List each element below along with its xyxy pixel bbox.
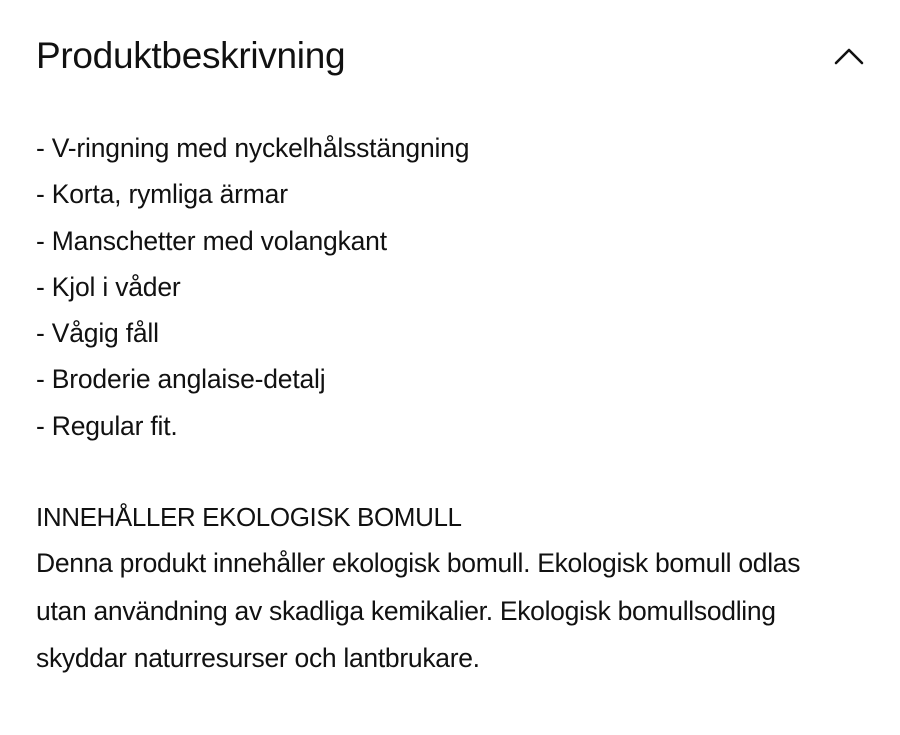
product-description-header[interactable] — [0, 0, 900, 115]
eco-description-line: Denna produkt innehåller ekologisk bomull. Ekologisk bomull odlas — [36, 548, 801, 578]
feature-item: - Korta, rymliga ärmar — [36, 179, 288, 210]
eco-description-line: utan användning av skadliga kemikalier. Ekologisk bomullsodling — [36, 595, 776, 626]
section-title: Produktbeskrivning — [36, 35, 346, 76]
feature-list — [36, 125, 469, 449]
feature-item: - Broderie anglaise-detalj — [36, 364, 326, 395]
feature-item: - Regular fit. — [36, 410, 178, 441]
chevron-up-icon[interactable] — [832, 44, 866, 68]
feature-item: - Kjol i våder — [36, 271, 181, 302]
eco-heading: INNEHÅLLER EKOLOGISK BOMULL — [36, 502, 462, 532]
feature-item: - Manschetter med volangkant — [36, 225, 387, 256]
eco-description-line: skyddar naturresurser och lantbrukare. — [36, 643, 480, 673]
eco-description — [36, 540, 856, 683]
cutoff-next-section — [36, 724, 436, 735]
feature-item: - V-ringning med nyckelhålsstängning — [36, 133, 470, 163]
feature-item: - Vågig fåll — [36, 318, 159, 349]
